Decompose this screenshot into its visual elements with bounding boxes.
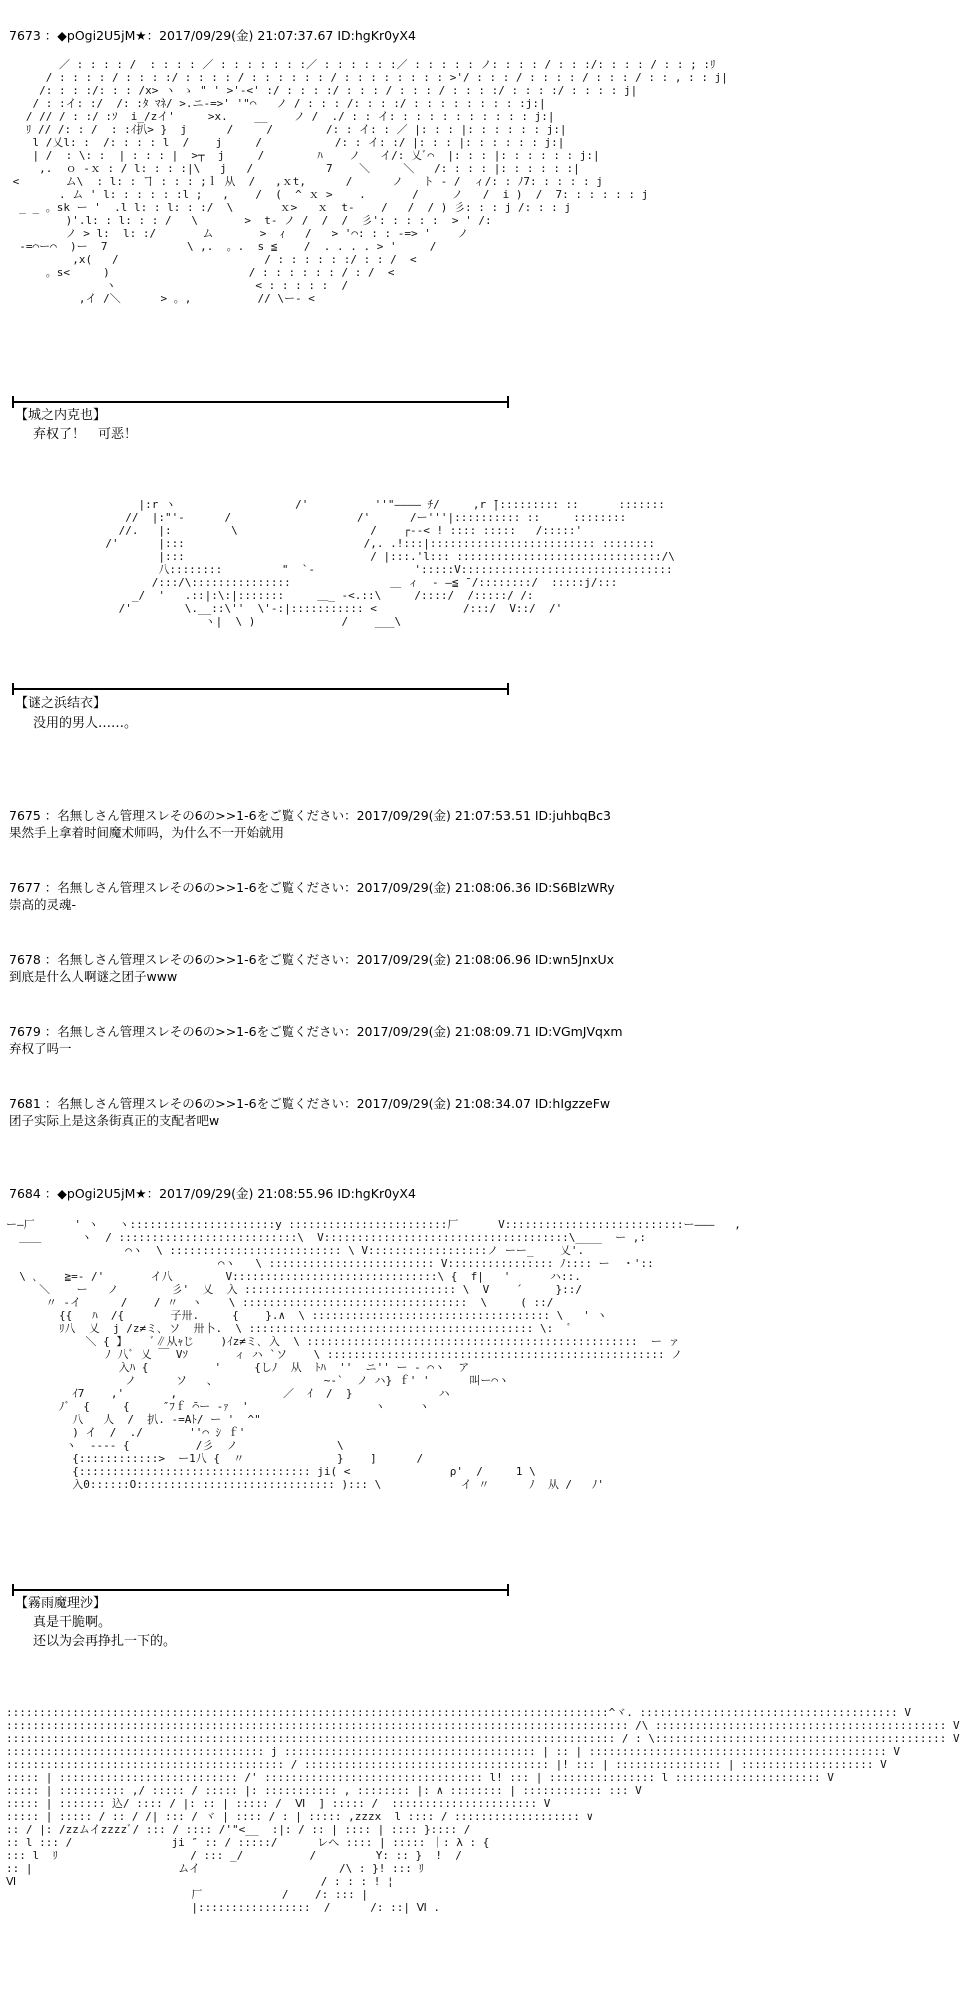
post-header: 7675 ：名無しさん管理スレその6の>>1-6をご覧ください：2017/09/29(金) 21:07:53.51 ID:juhbqBc3 [9, 808, 611, 823]
post-header: 7681 ：名無しさん管理スレその6の>>1-6をご覧ください：2017/09/29(金) 21:08:34.07 ID:hIgzzeFw [9, 1096, 611, 1111]
post-header: 7673 ：◆pOgi2U5jM★：2017/09/29(金) 21:07:37.67 ID:hgKr0yX4 [9, 28, 416, 43]
speaker-name: 【城之内克也】 [15, 408, 107, 423]
ascii-art-text: |:r ヽ /' ''"―――― ﾁ/ ,r ̄|::::::::: :: ::::::: // |:"'- / /' /ー'''|:::::::::: :: :::::::: //. |: \ / ┌--< ! :::: ::::: /:::::' /' |::: /,. .!:::|::::::::::::::::::::::::: :::::::: |::: / |:::.'l::: :::::::::::::::::::::::::::::::/\ 八:::::::: " `- ':::::V:::::::::::::::::::::::::::::::: /:::/\::::::::::::::: ＿ ィ ‐ ―≦ ̄ /::::::::/ :::::j/::: _/ ' .::|:\:|::::::: ＿_ -<.::\ /::::/ /:::::/ /: /' \.__::\'' \'-:|::::::::::: < /:::/ V::/ /' ヽ| \ ) / ___\ [105, 498, 675, 628]
speaker-name: 【谜之浜结衣】 [15, 696, 107, 711]
speech-line: 还以为会再挣扎一下的。 [33, 1634, 177, 1649]
ascii-art [6, 498, 675, 684]
post-body: 果然手上拿着时间魔术师吗，为什么不一开始就用 [9, 825, 285, 840]
divider-tick [12, 396, 14, 408]
post-body: 崇高的灵魂- [9, 897, 77, 912]
divider [12, 688, 509, 690]
speaker-name: 【霧雨魔理沙】 [15, 1596, 107, 1611]
speech-line: 没用的男人……。 [33, 716, 138, 731]
post-header: 7677 ：名無しさん管理スレその6の>>1-6をご覧ください：2017/09/29(金) 21:08:06.36 ID:S6BlzWRy [9, 880, 615, 895]
post-header: 7679 ：名無しさん管理スレその6の>>1-6をご覧ください：2017/09/29(金) 21:08:09.71 ID:VGmJVqxm [9, 1024, 623, 1039]
divider [12, 401, 509, 403]
ascii-art [6, 1706, 960, 2000]
ascii-art-text: :::::::::::::::::::::::::::::::::::::::::::::::::::::::::::::::::::::::::::::::::::::::::::^ヾ. ::::::::::::::::::::::::::::::::::::::: V :::::::::::::::::::::::::::::::::::::::::::::::::::::::::::::::::::::::::::::::::::::::::::::: /\ :::::::::::::::::::::::::::::::::::::::::::: V :::::::::::::::::::::::::::::::::::::::::::::::::::::::::::::::::::::::::::::::::::::::::::: / : \:::::::::::::::::::::::::::::::::::::::::::: V ::::::::::::::::::::::::::::::::::::::: j :::::::::::::::::::::::::::::::::::::: | :: | ::::::::::::::::::::::::::::::::::::::::::::: V :::::::::::::::::::::::::::::::::::::::::: / ::::::::::::::::::::::::::::::::::::: |! ::: | :::::::::::::::: | :::::::::::::::::::: V ::::: | ::::::::::::::::::::::::::: /' ::::::::::::::::::::::::::::::::: l! ::: | :::::::::::::::: l :::::::::::::::::::::: V ::::: | :::::::::: ,/ ::::: / ::::: |: ::::::::::: , :::::::: |: ∧ :::::::: | :::::::::::: ::: V ::::: | ::::::: 込/ :::: / |: :: | ::::: / Ⅵ ] ::::: / :::::::::::::::::::::: V ::::: | ::::: / :: / /| ::: / ヾ | :::: / : | ::::: ,zzzx l :::: / ::::::::::::::::::: ∨ :: / |: /zzムイzzzzﾞ/ ::: / :::: /'"<__ :|: / :: | :::: | :::: }:::: / :: l ::: / ji ″ :: / :::::/ レへ :::: | ::::: ｜: λ : { ::: l ﾘ / ::: _/ / Y: :: } ! / :: | ムイ /\ : }! ::: ﾘ Ⅵ / : : : ! ¦ 厂 / /: ::: | |::::::::::::::::: / /: ::| Ⅵ . [6, 1706, 960, 1914]
ascii-art [6, 1218, 741, 1586]
divider-tick [507, 1584, 509, 1596]
ascii-art-text: ／ : : : : / : : : : ／ : : : : : : :／ : : : : : :／ : : : : : ノ: : : : / : : :/: : : : / : : ; :ﾘ / : : : : / : : : :/ : : : : / : : : : : : / : : : : : : : : >'/ : : : / : : : : / : : : / : : , : : j| /: : : :/: : : /x> ヽ ゝ " ' >'-<' :/ : : : :/ : : : / : : : / : : : :/ : : : :/ : : : : j| / : :イ: :/ /: :ﾀ ﾏﾈ/ >.ニ-=>' '"⌒ ノ / : : : /: : : :/ : : : : : : : : :j:| / // / : :/ :ｿ i_/zイ' >x. __ ノ / ./ : : イ: : : : : : : : : : : j:| ﾘ // /: : / : :ｲ扒> } j / / /: : イ: : ／ |: : : |: : : : : : j:| l /乂l: : /: : : : l / j / /: : イ: :/ |: : : |: : : : : : j:| | / : \: : | : : : | >┬ j / ﾊ ノ イ/: 乂ﾞ⌒ |: : : |: : : : : : j:| ,. ｏ -ｘ : / l: : : :|\ j / 7 ＼ ＼ /: : : : |: : : : : :| < ム\ : l: : ヿ : : : ;ｌ 从 / ,ｘt, / ノ ト - / ィ/: : ﾉ7: : : : : j . ム ' l: : : : : :l ; , / ( ^ ｘ > . / ノ / i ) / 7: : : : : : j _ _ 。sk ー ' .l l: : l: : :/ \ ｘ> ｘ t- / / / ) 彡: : : j /: : : j )'.l: : l: : : / \ > t- ノ / / / 彡': : : : : > ' /: ノ > l: l: :/ ム > ｨ / > '⌒: : : -=> ' ノ -=⌒ー⌒ )ー 7 \ ,. 。. s ≦ / . . . . > ' / ,x( / / : : : : : :/ : : / < 。s< ) / : : : : : : / : / < ヽ < : : : : : / ,イ /＼ > 。, // \ー- < [12, 58, 728, 305]
ascii-art [6, 58, 728, 396]
divider [12, 1589, 509, 1591]
post-body: 到底是什么人啊谜之团子www [9, 969, 178, 984]
ascii-art-text: ー―厂 ' ヽ ヽ::::::::::::::::::::::y ::::::::::::::::::::::::厂 V:::::::::::::::::::::::::::ー――― , ＿＿ ヽ / :::::::::::::::::::::::::::\ V:::::::::::::::::::::::::::::::::::::\____ ー ,: ⌒ヽ \ :::::::::::::::::::::::::: \ V::::::::::::::::::ノ ーー_ 乂'. ⌒ヽ \ ::::::::::::::::::::::::: V:::::::::::::::: ﾉ:::: ー ・':: \ ､ ≧=- /' イ八 V:::::::::::::::::::::::::::::::\ { f| ' ハ::. ＼ ー ノ 彡' 乂 入 :::::::::::::::::::::::::::::::: \ V ´ }::/ 〃 -イ / / 〃 ヽ \ :::::::::::::::::::::::::::::::::: \ ( ::/ {{ ﾊ /{ 子卅. { }.∧ \ :::::::::::::::::::::::::::::::::::: \ ' ヽ ﾘ八 乂 j /z≠ミ､ ソ 卅卜. \ ::::::::::::::::::::::::::::::::::::::::::: \: ﾞ ＼ { 】 ﾞ∥从ｬじ )ｲz≠ミ､ 入 \ :::::::::::::::::::::::::::::::::::::::::::::::::: ー ァ ﾉ 八ﾞ 乂 ￣ Vｿ ィ ハ `ソ \ ::::::::::::::::::::::::::::::::::::::::::::::::::: ノ 入ﾊ { ' {しﾉ 从 ﾄﾊ '' ニ'' ー - ⌒ヽ ア ノ ソ 、 ~-` ノ ハ} ｆ' ' 叫ー⌒ヽ ｲ7 ,' , ／ ｲ / } ハ ﾉﾞ { { ″ﾌｆ ̄⌒ー -ｧ ' ヽ ヽ 八 人 / 扒. -=Aﾄ/ ー ' ^" ) イ / ./ ''⌒ ｼ ｆ' ヽ ---- { /彡 ノ \ {::::::::::::> ー1八 { 〃 } ] / {::::::::::::::::::::::::::::::::::: ji( < ρ' / 1 \ 入0::::::O:::::::::::::::::::::::::::::: )::: \ イ 〃 ﾉ 从 / ﾉ' [6, 1218, 741, 1491]
divider-tick [12, 683, 14, 695]
divider-tick [507, 683, 509, 695]
post-body: 弃权了吗一 [9, 1041, 72, 1056]
post-header: 7678 ：名無しさん管理スレその6の>>1-6をご覧ください：2017/09/29(金) 21:08:06.96 ID:wn5JnxUx [9, 952, 615, 967]
divider-tick [507, 396, 509, 408]
divider-tick [12, 1584, 14, 1596]
post-body: 团子实际上是这条街真正的支配者吧w [9, 1113, 220, 1128]
post-header: 7684 ：◆pOgi2U5jM★：2017/09/29(金) 21:08:55.96 ID:hgKr0yX4 [9, 1186, 416, 1201]
speech-line: 真是干脆啊。 [33, 1615, 112, 1630]
speech-line: 弃权了！ 可恶！ [33, 427, 138, 442]
